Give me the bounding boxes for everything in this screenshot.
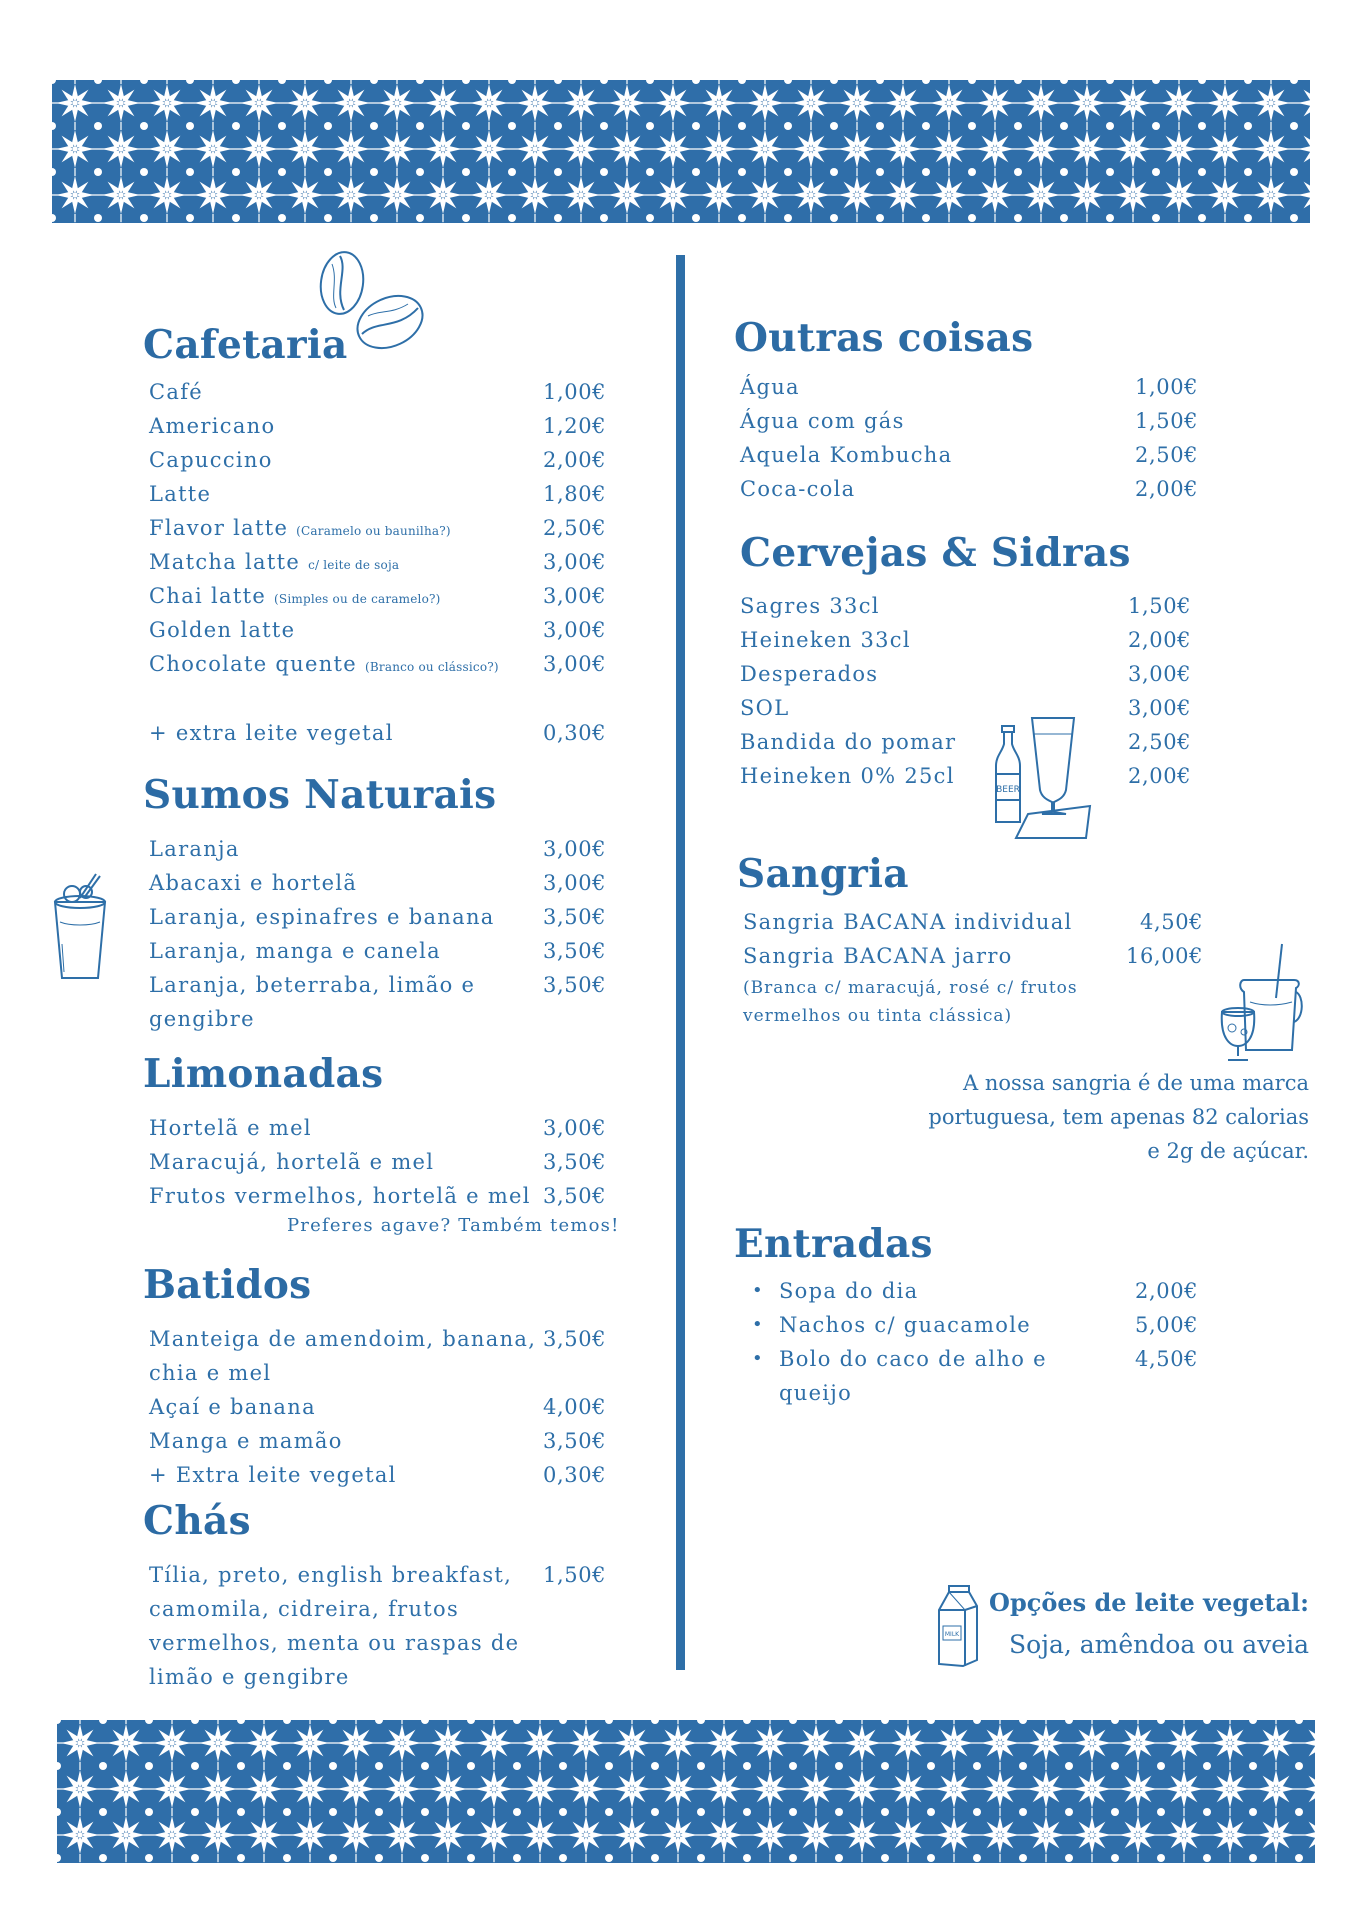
menu-item (149, 1390, 316, 1424)
item-note: (Branco ou clássico?) (365, 660, 499, 674)
sangria-info-line: e 2g de açúcar. (1147, 1139, 1309, 1163)
menu-item-line2 (779, 1376, 852, 1410)
item-price: 2,00€ (1128, 628, 1192, 652)
menu-item-line2 (149, 1002, 255, 1036)
menu-item (740, 759, 955, 793)
section-title-outras: Outras coisas (734, 315, 1034, 361)
item-price: 2,00€ (1135, 477, 1199, 501)
section-title-entradas: Entradas (734, 1221, 933, 1267)
section-title-chas: Chás (143, 1498, 251, 1544)
item-price: 3,50€ (543, 973, 607, 997)
menu-item-line2 (149, 1356, 271, 1390)
menu-item (779, 1342, 1047, 1376)
menu-item (149, 900, 495, 934)
item-name: gengibre (149, 1007, 255, 1031)
svg-text:BEER: BEER (996, 785, 1020, 795)
menu-item (740, 370, 800, 404)
menu-item (149, 579, 441, 616)
item-name: Matcha latte (149, 550, 301, 574)
item-name: Latte (149, 482, 212, 506)
menu-item (740, 691, 789, 725)
sangria-options-note: vermelhos ou tinta clássica) (743, 1006, 1013, 1026)
item-price: 3,00€ (543, 584, 607, 608)
item-name: Capuccino (149, 448, 273, 472)
menu-item (740, 657, 878, 691)
item-name: chia e mel (149, 1361, 272, 1385)
menu-item (740, 589, 880, 623)
item-price: 4,50€ (1140, 910, 1204, 934)
item-price: 16,00€ (1126, 944, 1204, 968)
item-note: (Caramelo ou baunilha?) (296, 524, 451, 538)
menu-item (149, 613, 295, 647)
menu-item (740, 725, 956, 759)
item-name: Sagres 33cl (740, 594, 880, 618)
item-price: 4,50€ (1135, 1347, 1199, 1371)
item-name: Laranja (149, 837, 240, 861)
menu-item (149, 511, 451, 548)
item-price: 2,50€ (543, 516, 607, 540)
item-price: 3,00€ (543, 550, 607, 574)
item-name: Água (740, 375, 800, 399)
item-price: 2,00€ (543, 448, 607, 472)
section-title-sumos: Sumos Naturais (143, 772, 497, 818)
chas-line: limão e gengibre (149, 1665, 350, 1689)
sangria-options-note: (Branca c/ maracujá, rosé c/ frutos (743, 978, 1078, 998)
menu-item (149, 934, 441, 968)
sangria-pitcher-icon (1218, 942, 1304, 1064)
menu-item (149, 409, 275, 443)
item-price: 1,20€ (543, 414, 607, 438)
item-price: 0,30€ (543, 721, 607, 745)
menu-item (149, 832, 240, 866)
item-name: Sangria BACANA jarro (743, 944, 1013, 968)
chas-line: vermelhos, menta ou raspas de (149, 1631, 520, 1655)
menu-item (779, 1308, 1031, 1342)
item-price: 3,00€ (1128, 662, 1192, 686)
section-title-cervejas: Cervejas & Sidras (740, 530, 1131, 576)
leite-text: Soja, amêndoa ou aveia (1009, 1630, 1309, 1659)
menu-item (740, 623, 911, 657)
item-price: 1,50€ (1135, 409, 1199, 433)
item-price: 1,50€ (1128, 594, 1192, 618)
section-title-batidos: Batidos (143, 1262, 312, 1308)
item-name: Frutos vermelhos, hortelã e mel (149, 1184, 531, 1208)
menu-item (149, 1424, 343, 1458)
item-name: + Extra leite vegetal (149, 1463, 397, 1487)
item-price: 5,00€ (1135, 1313, 1199, 1337)
item-name: Água com gás (740, 409, 905, 433)
item-name: Sangria BACANA individual (743, 910, 1073, 934)
item-price: 3,50€ (543, 1150, 607, 1174)
menu-item (149, 866, 357, 900)
item-price: 3,00€ (543, 871, 607, 895)
item-name: Aquela Kombucha (740, 443, 953, 467)
item-name: Chai latte (149, 584, 267, 608)
sangria-info-line: portuguesa, tem apenas 82 calorias (928, 1105, 1309, 1129)
item-price: 3,00€ (1128, 696, 1192, 720)
item-price: 2,00€ (1128, 764, 1192, 788)
item-name: Flavor latte (149, 516, 289, 540)
menu-item (149, 647, 499, 684)
item-price: 2,00€ (1135, 1279, 1199, 1303)
menu-item (149, 1179, 531, 1213)
item-name: Sopa do dia (779, 1279, 919, 1303)
chas-line: Tília, preto, english breakfast, (149, 1563, 513, 1587)
menu-item (149, 1145, 434, 1179)
item-price: 3,50€ (543, 905, 607, 929)
menu-item (149, 1322, 536, 1356)
item-name: Manga e mamão (149, 1429, 343, 1453)
menu-item (740, 404, 905, 438)
item-note: (Simples ou de caramelo?) (274, 592, 441, 606)
item-name: + extra leite vegetal (149, 721, 394, 745)
item-price: 3,50€ (543, 1184, 607, 1208)
menu-item-extra (149, 716, 394, 750)
item-name: Chocolate quente (149, 652, 358, 676)
item-name: Desperados (740, 662, 879, 686)
juice-glass-icon (50, 872, 110, 984)
item-price: 0,30€ (543, 1463, 607, 1487)
item-name: Heineken 0% 25cl (740, 764, 955, 788)
item-price: 3,00€ (543, 652, 607, 676)
item-price: 2,50€ (1128, 730, 1192, 754)
item-price: 1,80€ (543, 482, 607, 506)
column-divider (676, 255, 685, 1670)
item-name: Coca-cola (740, 477, 856, 501)
section-title-cafetaria: Cafetaria (143, 322, 348, 368)
item-name: SOL (740, 696, 790, 720)
item-name: Café (149, 380, 203, 404)
item-name: Manteiga de amendoim, banana, (149, 1327, 537, 1351)
item-name: Heineken 33cl (740, 628, 911, 652)
menu-item (740, 438, 952, 472)
item-name: Bolo do caco de alho e (779, 1347, 1047, 1371)
item-price: 3,00€ (543, 837, 607, 861)
item-name: Bandida do pomar (740, 730, 957, 754)
menu-item (743, 905, 1073, 939)
item-name: Maracujá, hortelã e mel (149, 1150, 435, 1174)
item-note: c/ leite de soja (308, 558, 400, 572)
item-price: 3,50€ (543, 1327, 607, 1351)
limonadas-note: Preferes agave? Também temos! (287, 1215, 620, 1236)
menu-item (149, 1111, 312, 1145)
beer-bottle-glass-icon (986, 714, 1092, 842)
menu-item (149, 477, 211, 511)
chas-line: camomila, cidreira, frutos (149, 1597, 460, 1621)
menu-item (743, 939, 1013, 973)
item-price: 1,50€ (543, 1563, 607, 1587)
menu-item (149, 375, 203, 409)
item-price: 2,50€ (1135, 443, 1199, 467)
svg-text:MILK: MILK (944, 1631, 960, 1638)
item-name: Laranja, espinafres e banana (149, 905, 495, 929)
leite-title: Opções de leite vegetal: (989, 1588, 1309, 1617)
azulejo-band-top (52, 80, 1310, 223)
section-title-sangria: Sangria (737, 851, 909, 897)
item-price: 1,00€ (1135, 375, 1199, 399)
item-name: Golden latte (149, 618, 296, 642)
item-name: Laranja, beterraba, limão e (149, 973, 476, 997)
menu-item (779, 1274, 918, 1308)
milk-carton-icon (935, 1584, 981, 1668)
azulejo-band-bottom (57, 1720, 1315, 1863)
item-price: 1,00€ (543, 380, 607, 404)
item-name: Abacaxi e hortelã (149, 871, 358, 895)
item-price: 3,00€ (543, 618, 607, 642)
menu-item (149, 545, 399, 582)
menu-item (149, 443, 273, 477)
item-price: 4,00€ (543, 1395, 607, 1419)
item-name: Açaí e banana (149, 1395, 316, 1419)
item-name: queijo (779, 1381, 853, 1405)
item-name: Nachos c/ guacamole (779, 1313, 1031, 1337)
section-title-limonadas: Limonadas (143, 1051, 384, 1097)
item-price: 3,00€ (543, 1116, 607, 1140)
item-name: Americano (149, 414, 276, 438)
item-name: Hortelã e mel (149, 1116, 312, 1140)
item-price: 3,50€ (543, 939, 607, 963)
item-price: 3,50€ (543, 1429, 607, 1453)
menu-item (740, 472, 855, 506)
item-name: Laranja, manga e canela (149, 939, 441, 963)
sangria-info-line: A nossa sangria é de uma marca (962, 1071, 1309, 1095)
menu-item (149, 968, 475, 1002)
menu-item (149, 1458, 397, 1492)
